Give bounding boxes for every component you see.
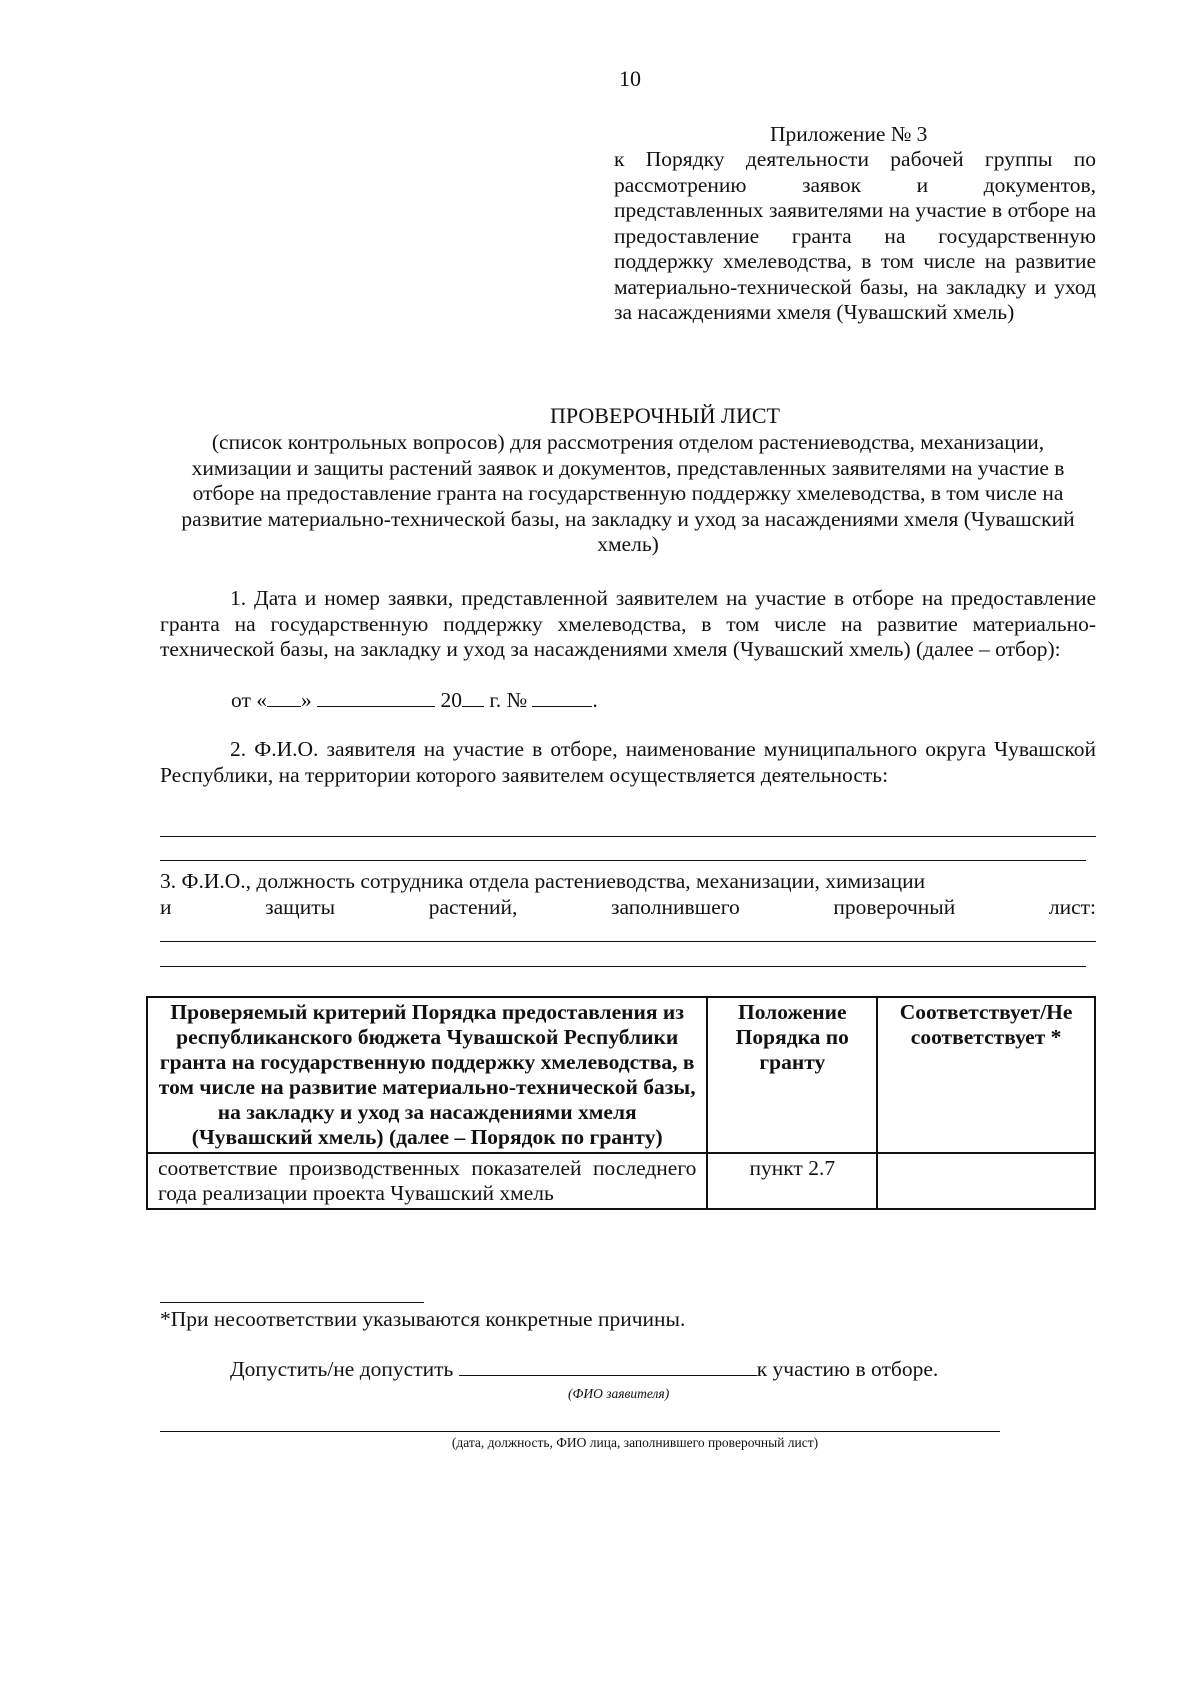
footnote-separator xyxy=(160,1302,424,1303)
year-prefix: 20 xyxy=(440,688,462,712)
item-2-text xyxy=(160,737,1096,788)
header-clause: Положение Порядка по гранту xyxy=(707,997,877,1153)
number-blank[interactable] xyxy=(532,688,592,707)
year-blank[interactable] xyxy=(462,688,484,707)
day-blank[interactable] xyxy=(267,688,301,707)
signature-blank-line[interactable] xyxy=(160,1431,1000,1432)
item-1-date-line xyxy=(231,688,598,713)
criteria-table xyxy=(146,996,1096,1210)
admission-line xyxy=(230,1357,938,1382)
item-1-text xyxy=(160,586,1096,663)
document-title: ПРОВЕРОЧНЫЙ ЛИСТ xyxy=(550,403,780,428)
date-line-end: . xyxy=(592,688,598,712)
number-label: г. № xyxy=(489,688,528,712)
admission-prefix: Допустить/не допустить xyxy=(230,1357,454,1381)
annex-title: Приложение № 3 xyxy=(770,122,928,146)
item-3-line-2: и защиты растений, заполнившего проверочный лист: xyxy=(160,894,1096,919)
row-clause: пункт 2.7 xyxy=(707,1153,877,1209)
item-2-body: 2. Ф.И.О. заявителя на участие в отборе, наименование муниципального округа Чувашской Республики, на территории которого заявителем осуществляется деятельность: xyxy=(160,737,1096,787)
row-criterion: соответствие производственных показателей последнего года реализации проекта Чувашский хмель xyxy=(147,1153,707,1209)
date-mid: » xyxy=(301,688,312,712)
document-subtitle: (список контрольных вопросов) для рассмотрения отделом растениеводства, механизации, химизации и защиты растений заявок и документов, представленных заявителями на участие в отборе на предоставление гранта на государственную поддержку хмелеводства, в том числе на развитие материально-технической базы, на закладку и уход за насаждениями хмеля (Чувашский хмель) xyxy=(181,430,1075,556)
item-1-body: 1. Дата и номер заявки, представленной заявителем на участие в отборе на предоставление гранта на государственную поддержку хмелеводства, в том числе на развитие материально-технической базы, на закладку и уход за насаждениями хмеля (Чувашский хмель) (далее – отбор): xyxy=(160,586,1096,661)
item-3-text xyxy=(160,869,1096,920)
item-2-blank-line-1[interactable] xyxy=(160,836,1096,837)
annex-reference: к Порядку деятельности рабочей группы по рассмотрению заявок и документов, представленных заявителями на участие в отборе на предоставление гранта на государственную поддержку хмелеводства, в том числе на развитие материально-технической базы, на закладку и уход за насаждениями хмеля (Чувашский хмель) xyxy=(614,147,1096,324)
admission-suffix: к участию в отборе. xyxy=(756,1357,939,1381)
header-criterion: Проверяемый критерий Порядка предоставления из республиканского бюджета Чувашской Республики гранта на государственную поддержку хмелеводства, в том числе на развитие материально-технической базы, на закладку и уход за насаждениями хмеля (Чувашский хмель) (далее – Порядок по гранту) xyxy=(147,997,707,1153)
date-prefix: от « xyxy=(231,688,267,712)
item-3-blank-line-2[interactable] xyxy=(160,966,1086,967)
month-blank[interactable] xyxy=(317,688,435,707)
item-3-line-1: 3. Ф.И.О., должность сотрудника отдела растениеводства, механизации, химизации xyxy=(160,869,926,893)
applicant-name-caption: (ФИО заявителя) xyxy=(568,1386,670,1401)
page-number: 10 xyxy=(619,66,641,91)
item-2-blank-line-2[interactable] xyxy=(160,860,1086,861)
signature-caption: (дата, должность, ФИО лица, заполнившего проверочный лист) xyxy=(451,1435,819,1450)
applicant-name-blank[interactable] xyxy=(459,1357,757,1376)
item-3-blank-line-1[interactable] xyxy=(160,941,1096,942)
header-compliance: Соответствует/Не соответствует * xyxy=(877,997,1095,1153)
table-header-row xyxy=(147,997,1095,1153)
footnote: *При несоответствии указываются конкретные причины. xyxy=(160,1307,686,1331)
table-row xyxy=(147,1153,1095,1209)
row-compliance-cell[interactable] xyxy=(877,1153,1095,1209)
